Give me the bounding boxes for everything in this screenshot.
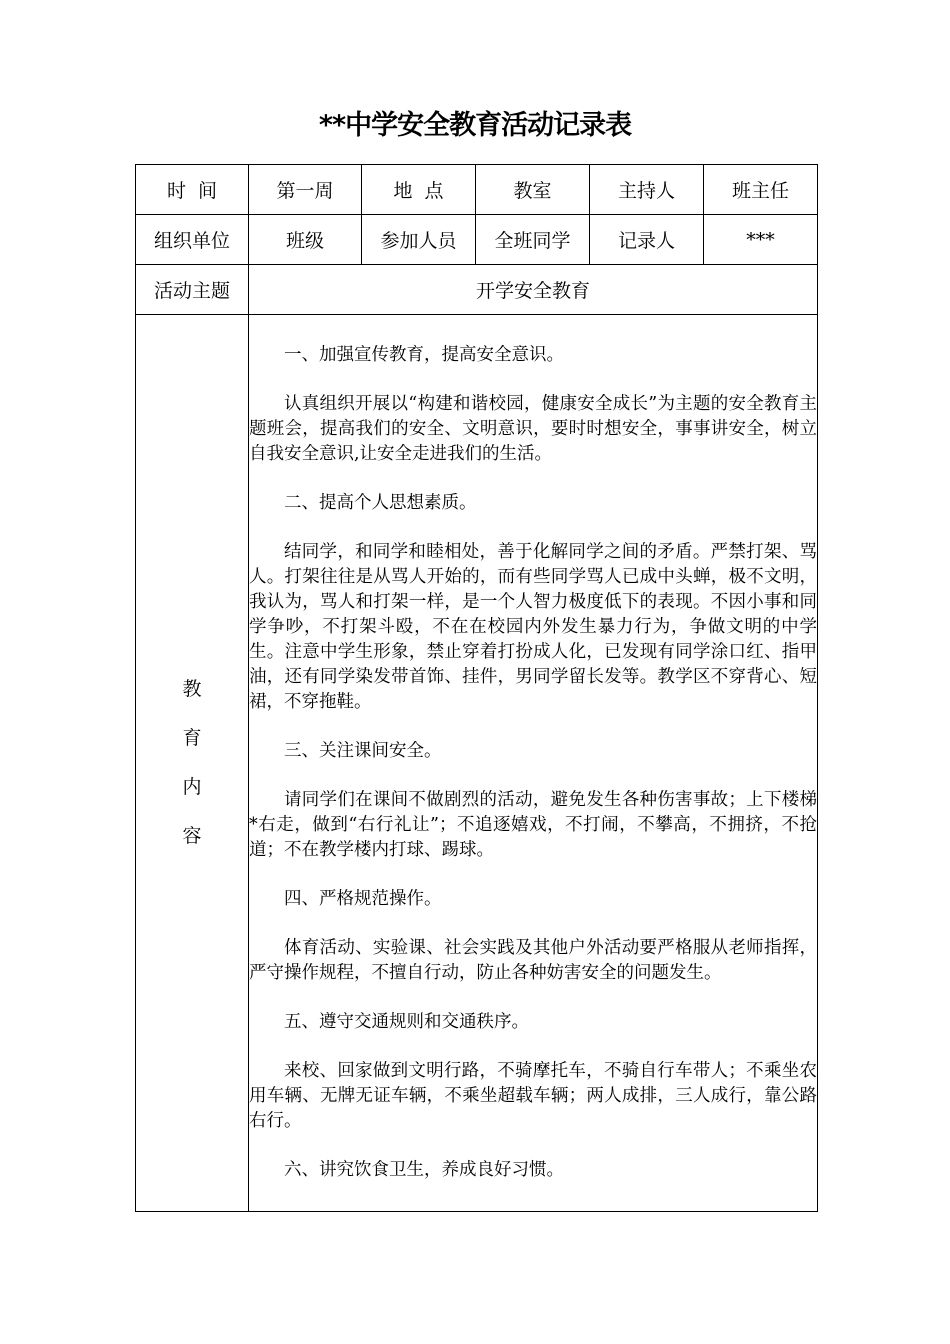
table-row-theme [136,265,818,315]
time-label: 时 间 [136,165,249,215]
content-label-char: 内 [182,776,202,798]
table-row-organization [136,215,818,265]
org-value: 班级 [249,215,362,265]
content-heading: 六、讲究饮食卫生，养成良好习惯。 [284,1160,564,1180]
content-heading: 一、加强宣传教育，提高安全意识。 [284,345,564,365]
content-paragraph: 结同学，和同学和睦相处，善于化解同学之间的矛盾。严禁打架、骂人。打架往往是从骂人开始的，而有些同学骂人已成中头蝉，极不文明，我认为，骂人和打架一样，是一个人智力极度低下的表现。不因小事和同学争吵，不打架斗殴，不在在校园内外发生暴力行为，争做文明的中学生。注意中学生形象，禁止穿着打扮成人化，已发现有同学涂口红、指甲油，还有同学染发带首饰、挂件，男同学留长发等。教学区不穿背心、短裙，不穿拖鞋。 [249,542,817,712]
content-paragraph: 请同学们在课间不做剧烈的活动，避免发生各种伤害事故；上下楼梯*右走，做到“右行礼让”；不追逐嬉戏，不打闹，不攀高，不拥挤，不抢道；不在教学楼内打球、踢球。 [249,790,817,860]
content-heading: 四、严格规范操作。 [284,889,442,909]
place-label: 地 点 [362,165,476,215]
time-value: 第一周 [249,165,362,215]
recorder-value: *** [704,215,818,265]
page-title: **中学安全教育活动记录表 [318,110,632,141]
table-row-content [136,315,818,1212]
participants-label: 参加人员 [362,215,476,265]
content-label-char: 容 [182,825,202,847]
content-paragraph: 体育活动、实验课、社会实践及其他户外活动要严格服从老师指挥，严守操作规程，不擅自行动，防止各种妨害安全的问题发生。 [249,938,817,983]
content-label [136,315,249,1212]
table-row-time [136,165,818,215]
content-heading: 三、关注课间安全。 [284,741,442,761]
content-heading: 二、提高个人思想素质。 [284,493,477,513]
content-label-char: 教 [182,678,202,700]
theme-value: 开学安全教育 [249,265,818,315]
participants-value: 全班同学 [476,215,590,265]
education-content [249,315,818,1212]
org-label: 组织单位 [136,215,249,265]
place-value: 教室 [476,165,590,215]
record-table [135,164,818,1212]
host-value: 班主任 [704,165,818,215]
host-label: 主持人 [590,165,704,215]
content-heading: 五、遵守交通规则和交通秩序。 [284,1012,529,1032]
recorder-label: 记录人 [590,215,704,265]
content-paragraph: 来校、回家做到文明行路，不骑摩托车，不骑自行车带人；不乘坐农用车辆、无牌无证车辆，不乘坐超载车辆；两人成排，三人成行，靠公路右行。 [249,1061,817,1131]
content-label-char: 育 [182,727,202,749]
theme-label: 活动主题 [136,265,249,315]
content-paragraph: 认真组织开展以“构建和谐校园，健康安全成长”为主题的安全教育主题班会，提高我们的安全、文明意识，要时时想安全，事事讲安全，树立自我安全意识,让安全走进我们的生活。 [249,394,817,464]
